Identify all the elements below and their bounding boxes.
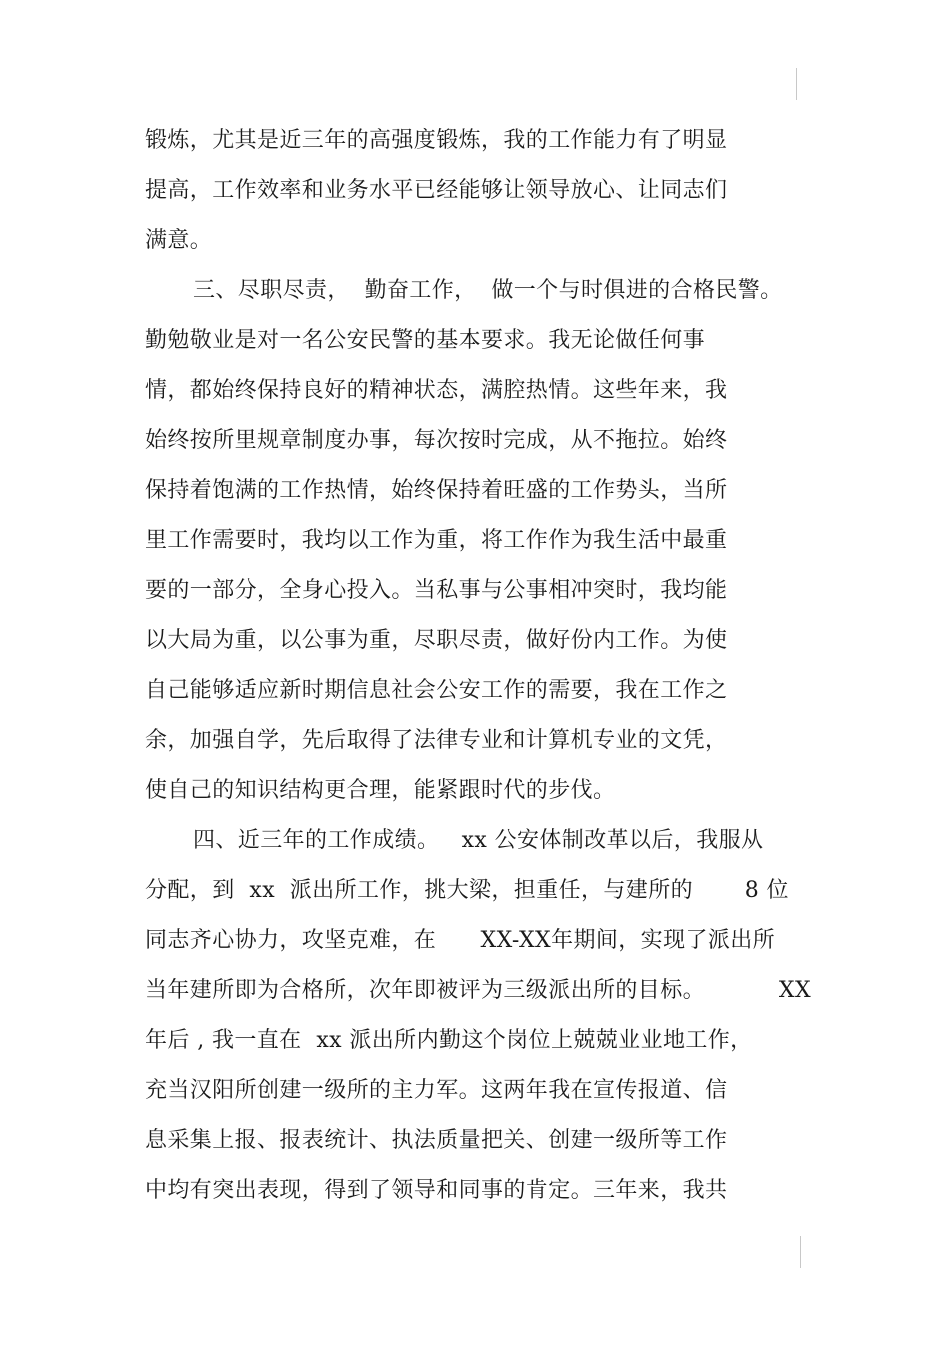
text-line: 三、尽职尽责， 勤奋工作， 做一个与时俱进的合格民警。 bbox=[193, 278, 783, 303]
text-line: 当年建所即为合格所，次年即被评为三级派出所的目标。 XX bbox=[145, 978, 812, 1003]
text-line: 同志齐心协力，攻坚克难，在 XX-XX年期间，实现了派出所 bbox=[145, 928, 776, 953]
text-line: 分配，到 xx 派出所工作，挑大梁，担重任，与建所的 8 位 bbox=[145, 878, 789, 903]
text-line: 使自己的知识结构更合理，能紧跟时代的步伐。 bbox=[145, 778, 616, 803]
text-line: 以大局为重，以公事为重，尽职尽责，做好份内工作。为使 bbox=[145, 628, 728, 653]
text-line: 始终按所里规章制度办事，每次按时完成，从不拖拉。始终 bbox=[145, 428, 728, 453]
text-line: 中均有突出表现，得到了领导和同事的肯定。三年来，我共 bbox=[145, 1178, 728, 1203]
text-line: 要的一部分，全身心投入。当私事与公事相冲突时，我均能 bbox=[145, 578, 728, 603]
text-line: 自己能够适应新时期信息社会公安工作的需要，我在工作之 bbox=[145, 678, 728, 703]
text-line: 里工作需要时，我均以工作为重，将工作作为我生活中最重 bbox=[145, 528, 728, 553]
text-line: 保持着饱满的工作热情，始终保持着旺盛的工作势头，当所 bbox=[145, 478, 728, 503]
text-line: 余，加强自学，先后取得了法律专业和计算机专业的文凭， bbox=[145, 728, 728, 753]
text-line: 提高，工作效率和业务水平已经能够让领导放心、让同志们 bbox=[145, 178, 728, 203]
margin-mark-top bbox=[796, 68, 797, 100]
text-line: 充当汉阳所创建一级所的主力军。这两年我在宣传报道、信 bbox=[145, 1078, 728, 1103]
text-line: 四、近三年的工作成绩。 xx 公安体制改革以后，我服从 bbox=[193, 828, 764, 853]
text-line: 年后 , 我一直在 xx 派出所内勤这个岗位上兢兢业业地工作， bbox=[145, 1028, 753, 1053]
text-line: 情，都始终保持良好的精神状态，满腔热情。这些年来，我 bbox=[145, 378, 728, 403]
text-line: 勤勉敬业是对一名公安民警的基本要求。我无论做任何事 bbox=[145, 328, 706, 353]
text-line: 满意。 bbox=[145, 228, 213, 253]
margin-mark-bottom bbox=[800, 1236, 801, 1268]
text-line: 锻炼，尤其是近三年的高强度锻炼，我的工作能力有了明显 bbox=[145, 128, 728, 153]
text-line: 息采集上报、报表统计、执法质量把关、创建一级所等工作 bbox=[145, 1128, 728, 1153]
